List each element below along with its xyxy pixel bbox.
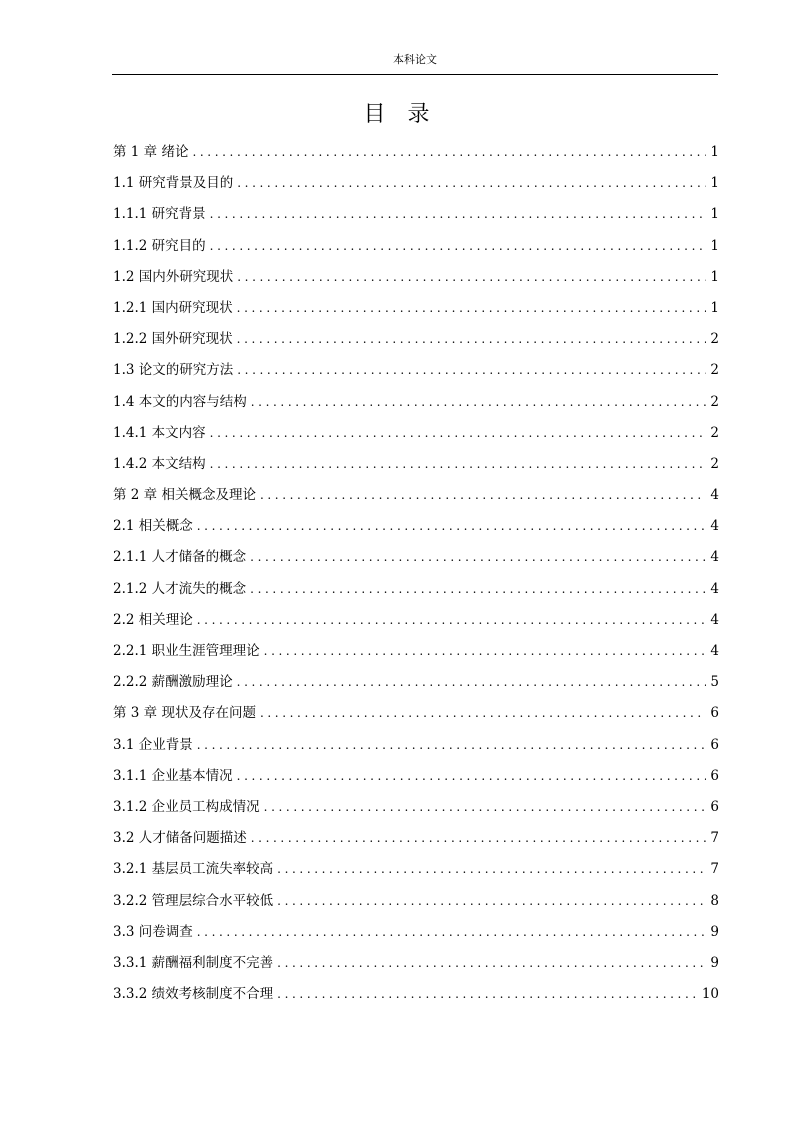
toc-entry[interactable] [113,171,719,202]
toc-entry[interactable] [113,639,719,670]
dot-leader [260,483,706,507]
running-title: 本科论文 [393,53,437,66]
toc-entry-label: 第 3 章 现状及存在问题 [113,705,256,722]
dot-leader [250,577,706,601]
toc-entry-label: 3.1.1 企业基本情况 [113,767,233,784]
toc-entry-page-number: 2 [710,424,719,441]
toc-entry[interactable] [113,577,719,608]
toc-entry-page-number: 1 [710,206,719,223]
toc-entry[interactable] [113,421,719,452]
toc-entry[interactable] [113,202,719,233]
toc-entry-page-number: 10 [701,986,719,1003]
toc-entry-page-number: 1 [710,144,719,160]
dot-leader [264,639,707,663]
toc-entry-label: 2.2.1 职业生涯管理理论 [113,643,260,659]
toc-entry[interactable] [113,826,719,857]
toc-entry-page-number: 4 [710,611,719,628]
toc-entry[interactable] [113,140,719,171]
toc-entry-page-number: 6 [710,798,719,815]
toc-entry[interactable] [113,795,719,826]
dot-leader [210,421,707,445]
toc-entry-label: 3.2.1 基层员工流失率较高 [113,861,274,878]
toc-entry[interactable] [113,982,719,1013]
toc-entry-label: 3.2.2 管理层综合水平较低 [113,892,274,909]
toc-title: 目录 [363,102,452,127]
toc-entry-page-number: 8 [710,892,719,909]
toc-entry[interactable] [113,733,719,764]
dot-leader [197,514,707,538]
toc-entry-page-number: 9 [710,954,719,971]
toc-entry[interactable] [113,234,719,265]
toc-entry-label: 第 1 章 绪论 [113,144,189,160]
toc-entry[interactable] [113,764,719,795]
toc-entry[interactable] [113,670,719,701]
dot-leader [277,982,698,1006]
toc-entry-page-number: 2 [710,455,719,472]
toc-entry-label: 1.1 研究背景及目的 [113,175,234,192]
toc-entry-page-number: 4 [710,643,719,659]
toc-entry-label: 3.3 问卷调查 [113,923,193,940]
dot-leader [210,202,707,226]
dot-leader [260,701,706,725]
dot-leader [237,764,707,788]
toc-entry-label: 1.2 国内外研究现状 [113,268,234,285]
toc-entry-label: 2.1.1 人才储备的概念 [113,549,247,566]
toc-entry-label: 第 2 章 相关概念及理论 [113,487,256,504]
toc-entry-page-number: 6 [710,736,719,753]
toc-entry-label: 1.4.1 本文内容 [113,424,206,441]
toc-entry-label: 3.1 企业背景 [113,736,193,753]
dot-leader [237,296,707,320]
toc-entry-page-number: 7 [710,861,719,878]
toc-entry-page-number: 4 [710,518,719,535]
toc-entry-page-number: 4 [710,487,719,504]
dot-leader [237,358,706,382]
toc-entry[interactable] [113,296,719,327]
toc-entry-label: 3.3.2 绩效考核制度不合理 [113,986,274,1003]
toc-entry[interactable] [113,545,719,576]
dot-leader [264,795,707,819]
toc-entry[interactable] [113,889,719,920]
toc-entry-page-number: 2 [710,393,719,410]
dot-leader [237,171,706,195]
toc-entry-page-number: 1 [710,299,719,316]
toc-entry-label: 1.1.1 研究背景 [113,206,206,223]
dot-leader [251,826,707,850]
toc-entry-label: 1.2.2 国外研究现状 [113,331,233,348]
toc-entry-page-number: 4 [710,549,719,566]
dot-leader [277,951,706,975]
toc-entry[interactable] [113,920,719,951]
toc-entry-page-number: 4 [710,580,719,597]
page-header [112,52,718,75]
toc-entry[interactable] [113,608,719,639]
toc-entry[interactable] [113,951,719,982]
toc-entry-label: 3.1.2 企业员工构成情况 [113,798,260,815]
dot-leader [197,733,707,757]
dot-leader [210,452,707,476]
toc-entry-label: 1.3 论文的研究方法 [113,362,234,379]
toc-entry[interactable] [113,857,719,888]
dot-leader [210,234,707,258]
table-of-contents [113,140,719,1013]
dot-leader [250,545,706,569]
toc-entry-page-number: 2 [710,362,719,379]
toc-entry[interactable] [113,327,719,358]
toc-entry-label: 2.2 相关理论 [113,611,193,628]
dot-leader [277,857,706,881]
dot-leader [251,390,707,414]
toc-entry-page-number: 2 [710,331,719,348]
toc-entry-page-number: 1 [710,268,719,285]
toc-entry-label: 1.4 本文的内容与结构 [113,393,247,410]
toc-entry[interactable] [113,452,719,483]
toc-entry-page-number: 6 [710,705,719,722]
dot-leader [237,265,706,289]
toc-entry-label: 3.2 人才储备问题描述 [113,830,247,847]
toc-entry-page-number: 1 [710,237,719,254]
toc-entry-label: 2.2.2 薪酬激励理论 [113,674,233,691]
dot-leader [237,327,707,351]
dot-leader [192,140,706,164]
toc-entry-page-number: 9 [710,923,719,940]
toc-entry[interactable] [113,483,719,514]
toc-entry-label: 2.1.2 人才流失的概念 [113,580,247,597]
toc-entry-page-number: 5 [710,674,719,691]
toc-entry[interactable] [113,701,719,732]
toc-entry[interactable] [113,514,719,545]
toc-entry-page-number: 7 [710,830,719,847]
toc-entry[interactable] [113,390,719,421]
toc-entry-label: 1.4.2 本文结构 [113,455,206,472]
dot-leader [197,920,707,944]
toc-entry-label: 3.3.1 薪酬福利制度不完善 [113,954,274,971]
dot-leader [277,889,706,913]
dot-leader [237,670,707,694]
toc-entry-label: 2.1 相关概念 [113,518,193,535]
toc-entry-label: 1.2.1 国内研究现状 [113,299,233,316]
toc-entry-page-number: 6 [710,767,719,784]
dot-leader [197,608,707,632]
toc-entry-label: 1.1.2 研究目的 [113,237,206,254]
toc-entry[interactable] [113,358,719,389]
toc-entry[interactable] [113,265,719,296]
toc-entry-page-number: 1 [710,175,719,192]
